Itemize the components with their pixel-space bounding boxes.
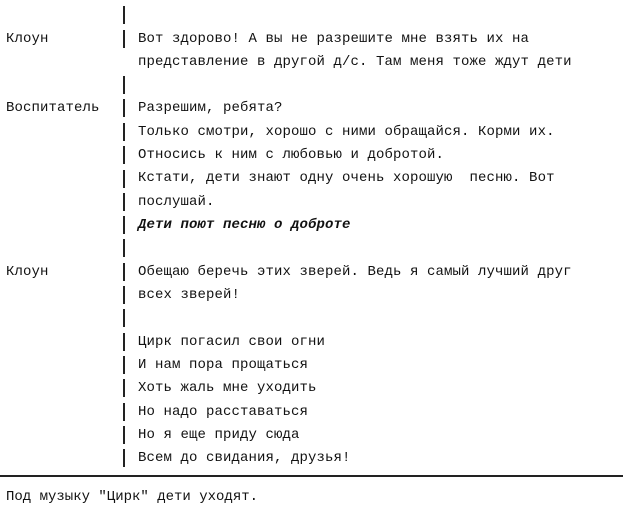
margin-bar <box>123 170 125 188</box>
song-line: И нам пора прощаться <box>138 357 309 373</box>
dialogue-line: Обещаю беречь этих зверей. Ведь я самый лучший друг <box>138 264 572 280</box>
margin-bar <box>123 146 125 164</box>
dialogue-line: Разрешим, ребята? <box>138 100 283 116</box>
dialogue-line: всех зверей! <box>138 287 241 303</box>
speaker-label: Клоун <box>6 31 49 47</box>
song-line: Всем до свидания, друзья! <box>138 450 351 466</box>
margin-bar <box>123 76 125 94</box>
margin-bar <box>123 403 125 421</box>
margin-bar <box>123 333 125 351</box>
dialogue-line: Кстати, дети знают одну очень хорошую песню. Вот <box>138 170 555 186</box>
margin-bar <box>123 356 125 374</box>
margin-bar <box>123 286 125 304</box>
margin-bar <box>123 99 125 117</box>
dialogue-line: Относись к ним с любовью и добротой. <box>138 147 445 163</box>
margin-bar <box>123 449 125 467</box>
speaker-label: Воспитатель <box>6 100 100 116</box>
dialogue-line: послушай. <box>138 194 215 210</box>
margin-bar <box>123 216 125 234</box>
margin-bar <box>123 123 125 141</box>
divider <box>0 475 623 477</box>
dialogue-line: Только смотри, хорошо с ними обращайся. Корми их. <box>138 124 555 140</box>
margin-bar <box>123 193 125 211</box>
speaker-label: Клоун <box>6 264 49 280</box>
song-line: Но надо расставаться <box>138 404 309 420</box>
song-line: Цирк погасил свои огни <box>138 334 326 350</box>
margin-bar <box>123 239 125 257</box>
footer-stage-direction: Под музыку "Цирк" дети уходят. <box>6 489 259 505</box>
song-line: Хоть жаль мне уходить <box>138 380 317 396</box>
dialogue-line: представление в другой д/с. Там меня тоже ждут дети <box>138 54 572 70</box>
margin-bar <box>123 426 125 444</box>
margin-bar <box>123 6 125 24</box>
margin-bar <box>123 309 125 327</box>
margin-bar <box>123 30 125 48</box>
stage-direction: Дети поют песню о доброте <box>138 217 351 233</box>
margin-bar <box>123 379 125 397</box>
dialogue-line: Вот здорово! А вы не разрешите мне взять их на <box>138 31 530 47</box>
margin-bar <box>123 263 125 281</box>
song-line: Но я еще приду сюда <box>138 427 300 443</box>
